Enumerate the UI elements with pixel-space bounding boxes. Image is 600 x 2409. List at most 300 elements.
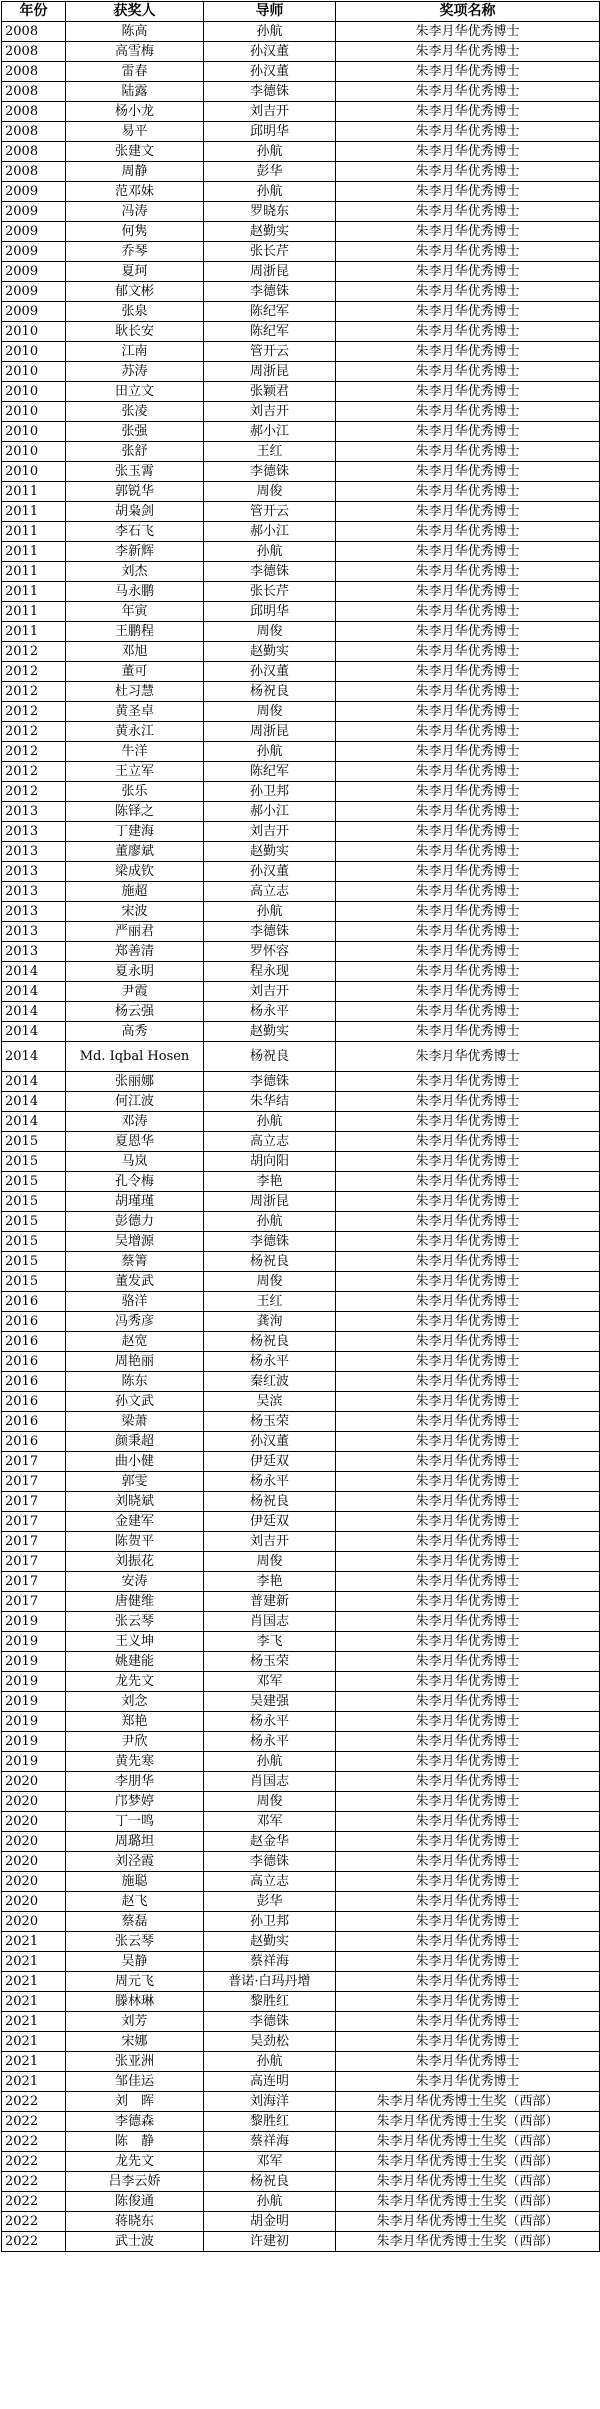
cell-advisor: 孙航 (204, 2052, 336, 2072)
cell-award-name: 朱李月华优秀博士生奖（西部） (336, 2192, 600, 2212)
cell-award-name: 朱李月华优秀博士 (336, 1832, 600, 1852)
cell-awardee: 蔡磊 (66, 1912, 204, 1932)
cell-awardee: 姚建能 (66, 1652, 204, 1672)
cell-year: 2015 (2, 1152, 66, 1172)
table-row (2, 1002, 600, 1022)
cell-award-name: 朱李月华优秀博士 (336, 22, 600, 42)
table-row (2, 882, 600, 902)
cell-year: 2008 (2, 122, 66, 142)
cell-awardee: 安涛 (66, 1572, 204, 1592)
table-row (2, 342, 600, 362)
cell-year: 2020 (2, 1832, 66, 1852)
cell-awardee: 吕李云娇 (66, 2172, 204, 2192)
cell-year: 2016 (2, 1332, 66, 1352)
cell-advisor: 伊廷双 (204, 1512, 336, 1532)
cell-year: 2020 (2, 1872, 66, 1892)
cell-award-name: 朱李月华优秀博士 (336, 1022, 600, 1042)
cell-year: 2013 (2, 802, 66, 822)
cell-year: 2013 (2, 822, 66, 842)
cell-advisor: 罗晓东 (204, 202, 336, 222)
cell-award-name: 朱李月华优秀博士 (336, 1172, 600, 1192)
cell-advisor: 孙航 (204, 902, 336, 922)
cell-advisor: 胡金明 (204, 2212, 336, 2232)
cell-year: 2015 (2, 1172, 66, 1192)
table-row (2, 422, 600, 442)
cell-advisor: 周浙昆 (204, 262, 336, 282)
cell-advisor: 孙航 (204, 542, 336, 562)
cell-advisor: 彭华 (204, 162, 336, 182)
cell-year: 2020 (2, 1772, 66, 1792)
table-row (2, 122, 600, 142)
cell-awardee: 杜习慧 (66, 682, 204, 702)
cell-year: 2010 (2, 462, 66, 482)
cell-awardee: 郁文彬 (66, 282, 204, 302)
table-row (2, 1632, 600, 1652)
cell-advisor: 孙汉董 (204, 1432, 336, 1452)
table-row (2, 1452, 600, 1472)
cell-award-name: 朱李月华优秀博士 (336, 1132, 600, 1152)
cell-year: 2021 (2, 1952, 66, 1972)
cell-awardee: 武士波 (66, 2232, 204, 2252)
table-row (2, 1832, 600, 1852)
table-row (2, 282, 600, 302)
cell-year: 2019 (2, 1692, 66, 1712)
cell-year: 2011 (2, 602, 66, 622)
cell-year: 2014 (2, 1072, 66, 1092)
cell-advisor: 杨祝良 (204, 1252, 336, 1272)
cell-awardee: 蒋晓东 (66, 2212, 204, 2232)
cell-awardee: 年寅 (66, 602, 204, 622)
cell-awardee: 郑善清 (66, 942, 204, 962)
table-row (2, 1672, 600, 1692)
cell-advisor: 郝小江 (204, 802, 336, 822)
cell-advisor: 高连明 (204, 2072, 336, 2092)
cell-year: 2009 (2, 302, 66, 322)
cell-award-name: 朱李月华优秀博士 (336, 842, 600, 862)
cell-advisor: 孙汉董 (204, 62, 336, 82)
cell-advisor: 张长芹 (204, 242, 336, 262)
table-row (2, 862, 600, 882)
cell-award-name: 朱李月华优秀博士 (336, 762, 600, 782)
cell-awardee: 董廖斌 (66, 842, 204, 862)
cell-advisor: 杨永平 (204, 1002, 336, 1022)
cell-year: 2022 (2, 2172, 66, 2192)
cell-year: 2012 (2, 782, 66, 802)
table-row (2, 822, 600, 842)
cell-awardee: 江南 (66, 342, 204, 362)
cell-award-name: 朱李月华优秀博士 (336, 1252, 600, 1272)
table-row (2, 1432, 600, 1452)
cell-year: 2013 (2, 882, 66, 902)
cell-award-name: 朱李月华优秀博士 (336, 1732, 600, 1752)
cell-award-name: 朱李月华优秀博士 (336, 362, 600, 382)
cell-awardee: 邹佳运 (66, 2072, 204, 2092)
cell-advisor: 郝小江 (204, 422, 336, 442)
cell-award-name: 朱李月华优秀博士 (336, 82, 600, 102)
cell-year: 2021 (2, 1992, 66, 2012)
cell-award-name: 朱李月华优秀博士 (336, 1612, 600, 1632)
table-row (2, 1592, 600, 1612)
cell-award-name: 朱李月华优秀博士 (336, 862, 600, 882)
cell-awardee: 冯秀彦 (66, 1312, 204, 1332)
cell-awardee: 李新辉 (66, 542, 204, 562)
cell-awardee: 刘念 (66, 1692, 204, 1712)
cell-year: 2022 (2, 2192, 66, 2212)
cell-awardee: 张云琴 (66, 1932, 204, 1952)
cell-awardee: 王义坤 (66, 1632, 204, 1652)
table-row (2, 582, 600, 602)
cell-award-name: 朱李月华优秀博士 (336, 1972, 600, 1992)
cell-award-name: 朱李月华优秀博士 (336, 322, 600, 342)
cell-awardee: 刘振花 (66, 1552, 204, 1572)
cell-year: 2022 (2, 2152, 66, 2172)
cell-award-name: 朱李月华优秀博士 (336, 1352, 600, 1372)
cell-advisor: 杨永平 (204, 1472, 336, 1492)
cell-awardee: 尹霞 (66, 982, 204, 1002)
cell-awardee: 陈俊通 (66, 2192, 204, 2212)
cell-award-name: 朱李月华优秀博士 (336, 962, 600, 982)
table-row (2, 182, 600, 202)
cell-advisor: 肖国志 (204, 1612, 336, 1632)
cell-awardee: 唐健维 (66, 1592, 204, 1612)
cell-advisor: 孙航 (204, 1752, 336, 1772)
cell-awardee: 张丽娜 (66, 1072, 204, 1092)
cell-award-name: 朱李月华优秀博士 (336, 1002, 600, 1022)
cell-advisor: 杨祝良 (204, 1492, 336, 1512)
cell-year: 2012 (2, 682, 66, 702)
cell-awardee: 滕林琳 (66, 1992, 204, 2012)
cell-award-name: 朱李月华优秀博士 (336, 882, 600, 902)
cell-award-name: 朱李月华优秀博士 (336, 1872, 600, 1892)
cell-advisor: 周俊 (204, 1272, 336, 1292)
cell-awardee: 董可 (66, 662, 204, 682)
header-year: 年份 (2, 2, 66, 22)
table-row (2, 642, 600, 662)
cell-awardee: 李朋华 (66, 1772, 204, 1792)
cell-award-name: 朱李月华优秀博士 (336, 1492, 600, 1512)
cell-advisor: 赵勤实 (204, 1022, 336, 1042)
cell-advisor: 赵勤实 (204, 222, 336, 242)
cell-year: 2017 (2, 1592, 66, 1612)
cell-advisor: 孙卫邦 (204, 782, 336, 802)
table-row (2, 622, 600, 642)
cell-awardee: 范邓妹 (66, 182, 204, 202)
cell-awardee: 吴增源 (66, 1232, 204, 1252)
cell-year: 2022 (2, 2132, 66, 2152)
cell-advisor: 黎胜红 (204, 1992, 336, 2012)
table-row (2, 1492, 600, 1512)
cell-awardee: 夏恩华 (66, 1132, 204, 1152)
cell-advisor: 黎胜红 (204, 2112, 336, 2132)
cell-year: 2019 (2, 1632, 66, 1652)
cell-advisor: 孙汉董 (204, 662, 336, 682)
cell-advisor: 李飞 (204, 1632, 336, 1652)
table-row (2, 1812, 600, 1832)
cell-award-name: 朱李月华优秀博士 (336, 482, 600, 502)
cell-awardee: 龙先文 (66, 2152, 204, 2172)
cell-awardee: 张云琴 (66, 1612, 204, 1632)
table-row (2, 142, 600, 162)
table-row (2, 602, 600, 622)
cell-award-name: 朱李月华优秀博士 (336, 1772, 600, 1792)
cell-year: 2021 (2, 2072, 66, 2092)
cell-advisor: 杨玉荣 (204, 1412, 336, 1432)
cell-award-name: 朱李月华优秀博士 (336, 742, 600, 762)
cell-awardee: 郭雯 (66, 1472, 204, 1492)
table-row (2, 22, 600, 42)
cell-year: 2016 (2, 1412, 66, 1432)
cell-award-name: 朱李月华优秀博士生奖（西部） (336, 2172, 600, 2192)
cell-award-name: 朱李月华优秀博士 (336, 142, 600, 162)
header-awardee: 获奖人 (66, 2, 204, 22)
cell-year: 2020 (2, 1852, 66, 1872)
cell-award-name: 朱李月华优秀博士 (336, 662, 600, 682)
cell-advisor: 王红 (204, 1292, 336, 1312)
cell-advisor: 刘吉开 (204, 402, 336, 422)
cell-advisor: 蔡祥海 (204, 2132, 336, 2152)
cell-award-name: 朱李月华优秀博士 (336, 1712, 600, 1732)
cell-year: 2011 (2, 502, 66, 522)
cell-awardee: 马永鹏 (66, 582, 204, 602)
cell-award-name: 朱李月华优秀博士 (336, 182, 600, 202)
cell-award-name: 朱李月华优秀博士 (336, 622, 600, 642)
cell-advisor: 邓军 (204, 1812, 336, 1832)
cell-year: 2010 (2, 322, 66, 342)
cell-award-name: 朱李月华优秀博士 (336, 1992, 600, 2012)
cell-award-name: 朱李月华优秀博士 (336, 1572, 600, 1592)
cell-awardee: 苏涛 (66, 362, 204, 382)
table-row (2, 742, 600, 762)
table-row (2, 362, 600, 382)
cell-awardee: 宋波 (66, 902, 204, 922)
table-row (2, 2192, 600, 2212)
cell-awardee: 陈铎之 (66, 802, 204, 822)
cell-award-name: 朱李月华优秀博士 (336, 602, 600, 622)
cell-advisor: 秦红波 (204, 1372, 336, 1392)
cell-award-name: 朱李月华优秀博士 (336, 282, 600, 302)
cell-award-name: 朱李月华优秀博士 (336, 382, 600, 402)
table-row (2, 2152, 600, 2172)
cell-awardee: 施聪 (66, 1872, 204, 1892)
cell-year: 2017 (2, 1572, 66, 1592)
cell-year: 2017 (2, 1452, 66, 1472)
table-row (2, 1912, 600, 1932)
cell-advisor: 赵金华 (204, 1832, 336, 1852)
table-row (2, 842, 600, 862)
table-row (2, 42, 600, 62)
cell-awardee: 梁成钦 (66, 862, 204, 882)
cell-award-name: 朱李月华优秀博士 (336, 722, 600, 742)
table-row (2, 1972, 600, 1992)
table-row (2, 1352, 600, 1372)
cell-award-name: 朱李月华优秀博士 (336, 442, 600, 462)
cell-award-name: 朱李月华优秀博士 (336, 1932, 600, 1952)
cell-award-name: 朱李月华优秀博士 (336, 2072, 600, 2092)
cell-award-name: 朱李月华优秀博士 (336, 1432, 600, 1452)
table-row (2, 1992, 600, 2012)
cell-awardee: 周艳丽 (66, 1352, 204, 1372)
table-row (2, 802, 600, 822)
cell-awardee: 高雪梅 (66, 42, 204, 62)
cell-awardee: 颜秉超 (66, 1432, 204, 1452)
cell-advisor: 杨永平 (204, 1352, 336, 1372)
cell-awardee: 丁建海 (66, 822, 204, 842)
header-advisor: 导师 (204, 2, 336, 22)
cell-awardee: 胡瑾瑾 (66, 1192, 204, 1212)
table-row (2, 682, 600, 702)
table-row (2, 1732, 600, 1752)
cell-year: 2014 (2, 1092, 66, 1112)
cell-year: 2019 (2, 1732, 66, 1752)
table-row (2, 1892, 600, 1912)
table-row (2, 1042, 600, 1072)
cell-advisor: 高立志 (204, 882, 336, 902)
cell-advisor: 陈纪军 (204, 302, 336, 322)
table-row (2, 2212, 600, 2232)
cell-award-name: 朱李月华优秀博士 (336, 1372, 600, 1392)
table-row (2, 1022, 600, 1042)
cell-year: 2009 (2, 222, 66, 242)
cell-advisor: 周浙昆 (204, 1192, 336, 1212)
table-row (2, 1612, 600, 1632)
cell-advisor: 刘吉开 (204, 982, 336, 1002)
table-row (2, 2052, 600, 2072)
cell-advisor: 赵勤实 (204, 842, 336, 862)
cell-awardee: Md. Iqbal Hosen (66, 1042, 204, 1072)
cell-award-name: 朱李月华优秀博士 (336, 202, 600, 222)
cell-awardee: 陈贺平 (66, 1532, 204, 1552)
cell-award-name: 朱李月华优秀博士 (336, 2032, 600, 2052)
cell-awardee: 黄永江 (66, 722, 204, 742)
cell-award-name: 朱李月华优秀博士 (336, 422, 600, 442)
cell-year: 2010 (2, 362, 66, 382)
table-row (2, 1412, 600, 1432)
cell-year: 2013 (2, 862, 66, 882)
table-row (2, 1952, 600, 1972)
cell-advisor: 王红 (204, 442, 336, 462)
cell-award-name: 朱李月华优秀博士 (336, 1472, 600, 1492)
cell-advisor: 孙汉董 (204, 862, 336, 882)
table-row (2, 222, 600, 242)
cell-award-name: 朱李月华优秀博士 (336, 162, 600, 182)
table-row (2, 1172, 600, 1192)
cell-advisor: 彭华 (204, 1892, 336, 1912)
cell-year: 2014 (2, 1042, 66, 1072)
cell-awardee: 尹欣 (66, 1732, 204, 1752)
cell-year: 2008 (2, 82, 66, 102)
cell-advisor: 胡向阳 (204, 1152, 336, 1172)
cell-award-name: 朱李月华优秀博士 (336, 1512, 600, 1532)
table-row (2, 1932, 600, 1952)
award-table (1, 1, 600, 2252)
cell-awardee: 田立文 (66, 382, 204, 402)
cell-advisor: 陈纪军 (204, 322, 336, 342)
cell-advisor: 李德铢 (204, 922, 336, 942)
cell-year: 2013 (2, 922, 66, 942)
table-row (2, 2172, 600, 2192)
cell-year: 2008 (2, 62, 66, 82)
cell-awardee: 夏永明 (66, 962, 204, 982)
cell-award-name: 朱李月华优秀博士 (336, 1332, 600, 1352)
cell-advisor: 孙卫邦 (204, 1912, 336, 1932)
cell-award-name: 朱李月华优秀博士 (336, 1852, 600, 1872)
cell-advisor: 蔡祥海 (204, 1952, 336, 1972)
cell-award-name: 朱李月华优秀博士 (336, 1752, 600, 1772)
cell-award-name: 朱李月华优秀博士 (336, 1272, 600, 1292)
cell-awardee: 雷春 (66, 62, 204, 82)
cell-year: 2020 (2, 1792, 66, 1812)
table-row (2, 1252, 600, 1272)
cell-award-name: 朱李月华优秀博士生奖（西部） (336, 2132, 600, 2152)
table-row (2, 1092, 600, 1112)
cell-year: 2021 (2, 1932, 66, 1952)
table-row (2, 1532, 600, 1552)
cell-advisor: 杨玉荣 (204, 1652, 336, 1672)
cell-advisor: 李德铢 (204, 1072, 336, 1092)
cell-award-name: 朱李月华优秀博士 (336, 1192, 600, 1212)
cell-awardee: 高秀 (66, 1022, 204, 1042)
cell-awardee: 黄圣卓 (66, 702, 204, 722)
cell-awardee: 周静 (66, 162, 204, 182)
cell-award-name: 朱李月华优秀博士 (336, 702, 600, 722)
cell-year: 2021 (2, 2032, 66, 2052)
cell-award-name: 朱李月华优秀博士生奖（西部） (336, 2152, 600, 2172)
cell-awardee: 骆洋 (66, 1292, 204, 1312)
table-row (2, 1712, 600, 1732)
cell-year: 2020 (2, 1912, 66, 1932)
table-row (2, 1792, 600, 1812)
table-row (2, 962, 600, 982)
cell-award-name: 朱李月华优秀博士 (336, 1892, 600, 1912)
table-row (2, 1872, 600, 1892)
cell-award-name: 朱李月华优秀博士 (336, 262, 600, 282)
cell-year: 2011 (2, 562, 66, 582)
cell-advisor: 周俊 (204, 1792, 336, 1812)
cell-awardee: 严丽君 (66, 922, 204, 942)
cell-awardee: 金建军 (66, 1512, 204, 1532)
cell-award-name: 朱李月华优秀博士 (336, 1412, 600, 1432)
cell-awardee: 董发武 (66, 1272, 204, 1292)
cell-award-name: 朱李月华优秀博士 (336, 562, 600, 582)
cell-year: 2008 (2, 142, 66, 162)
cell-advisor: 陈纪军 (204, 762, 336, 782)
cell-year: 2010 (2, 402, 66, 422)
cell-year: 2012 (2, 742, 66, 762)
cell-year: 2022 (2, 2112, 66, 2132)
cell-awardee: 郑艳 (66, 1712, 204, 1732)
cell-year: 2020 (2, 1892, 66, 1912)
cell-awardee: 夏珂 (66, 262, 204, 282)
cell-award-name: 朱李月华优秀博士 (336, 1092, 600, 1112)
cell-award-name: 朱李月华优秀博士 (336, 1692, 600, 1712)
cell-year: 2016 (2, 1352, 66, 1372)
table-row (2, 202, 600, 222)
cell-award-name: 朱李月华优秀博士 (336, 1152, 600, 1172)
cell-year: 2012 (2, 722, 66, 742)
cell-awardee: 宋娜 (66, 2032, 204, 2052)
cell-year: 2008 (2, 22, 66, 42)
table-row (2, 1232, 600, 1252)
cell-year: 2015 (2, 1272, 66, 1292)
table-row (2, 1292, 600, 1312)
cell-awardee: 李石飞 (66, 522, 204, 542)
table-row (2, 762, 600, 782)
cell-award-name: 朱李月华优秀博士 (336, 222, 600, 242)
cell-award-name: 朱李月华优秀博士 (336, 2052, 600, 2072)
cell-award-name: 朱李月华优秀博士 (336, 682, 600, 702)
cell-advisor: 邓军 (204, 2152, 336, 2172)
cell-advisor: 周俊 (204, 1552, 336, 1572)
